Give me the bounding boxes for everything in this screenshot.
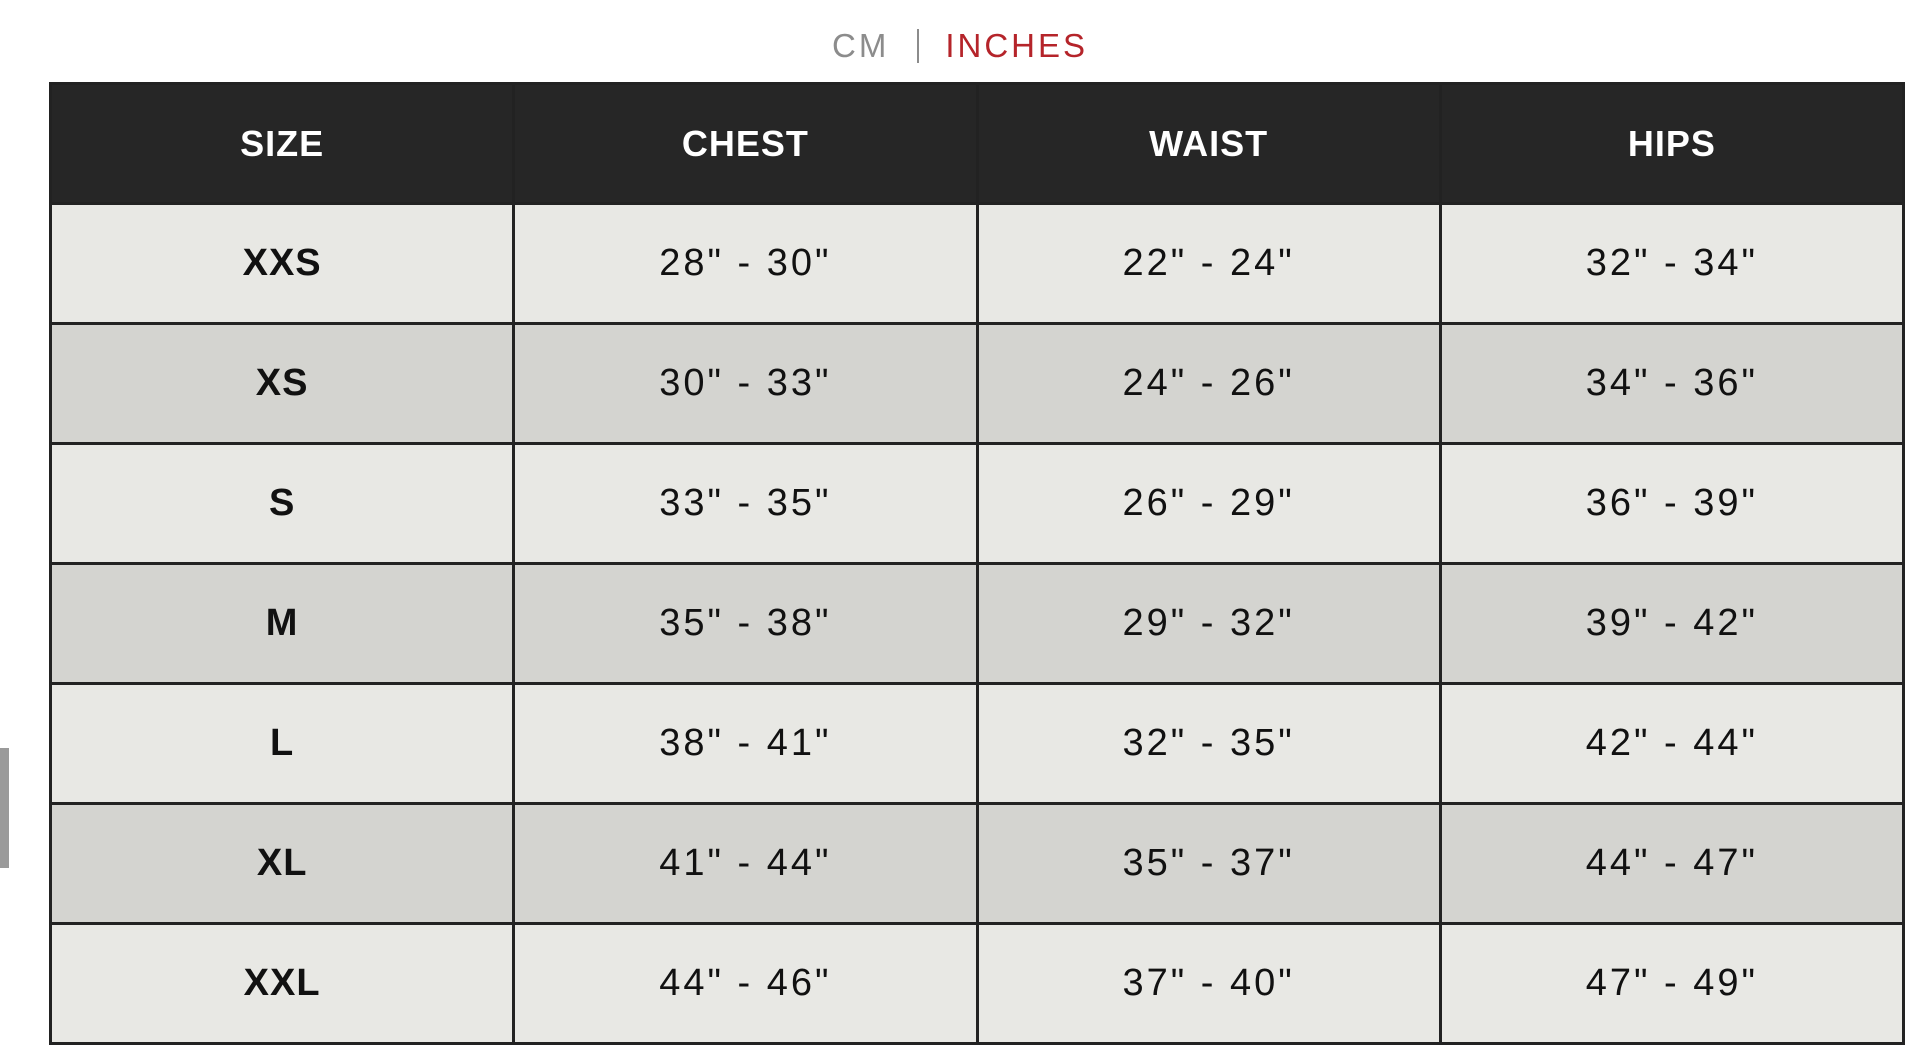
hips-cell: 44" - 47" [1440,804,1903,924]
table-row [51,204,1904,324]
hips-cell: 42" - 44" [1440,684,1903,804]
table-row [51,924,1904,1044]
chest-cell: 28" - 30" [514,204,977,324]
hips-cell: 34" - 36" [1440,324,1903,444]
waist-cell: 35" - 37" [977,804,1440,924]
unit-divider [917,29,919,63]
header-hips: HIPS [1440,84,1903,204]
waist-cell: 29" - 32" [977,564,1440,684]
table-row [51,444,1904,564]
size-cell: XXL [51,924,514,1044]
waist-cell: 24" - 26" [977,324,1440,444]
hips-cell: 32" - 34" [1440,204,1903,324]
waist-cell: 26" - 29" [977,444,1440,564]
chest-cell: 33" - 35" [514,444,977,564]
size-cell: S [51,444,514,564]
unit-inches-option[interactable]: INCHES [945,27,1088,64]
header-row [51,84,1904,204]
size-cell: XS [51,324,514,444]
hips-cell: 36" - 39" [1440,444,1903,564]
unit-toggle [0,24,1920,68]
size-cell: XL [51,804,514,924]
chest-cell: 30" - 33" [514,324,977,444]
chest-cell: 35" - 38" [514,564,977,684]
table-row [51,684,1904,804]
chest-cell: 38" - 41" [514,684,977,804]
hips-cell: 47" - 49" [1440,924,1903,1044]
size-cell: M [51,564,514,684]
table-row [51,804,1904,924]
waist-cell: 22" - 24" [977,204,1440,324]
table-row [51,564,1904,684]
chest-cell: 44" - 46" [514,924,977,1044]
table-body [51,204,1904,1044]
size-cell: XXS [51,204,514,324]
table-row [51,324,1904,444]
size-chart-table [49,82,1905,1045]
header-chest: CHEST [514,84,977,204]
header-size: SIZE [51,84,514,204]
scrollbar-thumb[interactable] [0,748,9,868]
waist-cell: 32" - 35" [977,684,1440,804]
header-waist: WAIST [977,84,1440,204]
hips-cell: 39" - 42" [1440,564,1903,684]
waist-cell: 37" - 40" [977,924,1440,1044]
table-header [51,84,1904,204]
size-cell: L [51,684,514,804]
unit-cm-option[interactable]: CM [831,27,890,64]
chest-cell: 41" - 44" [514,804,977,924]
